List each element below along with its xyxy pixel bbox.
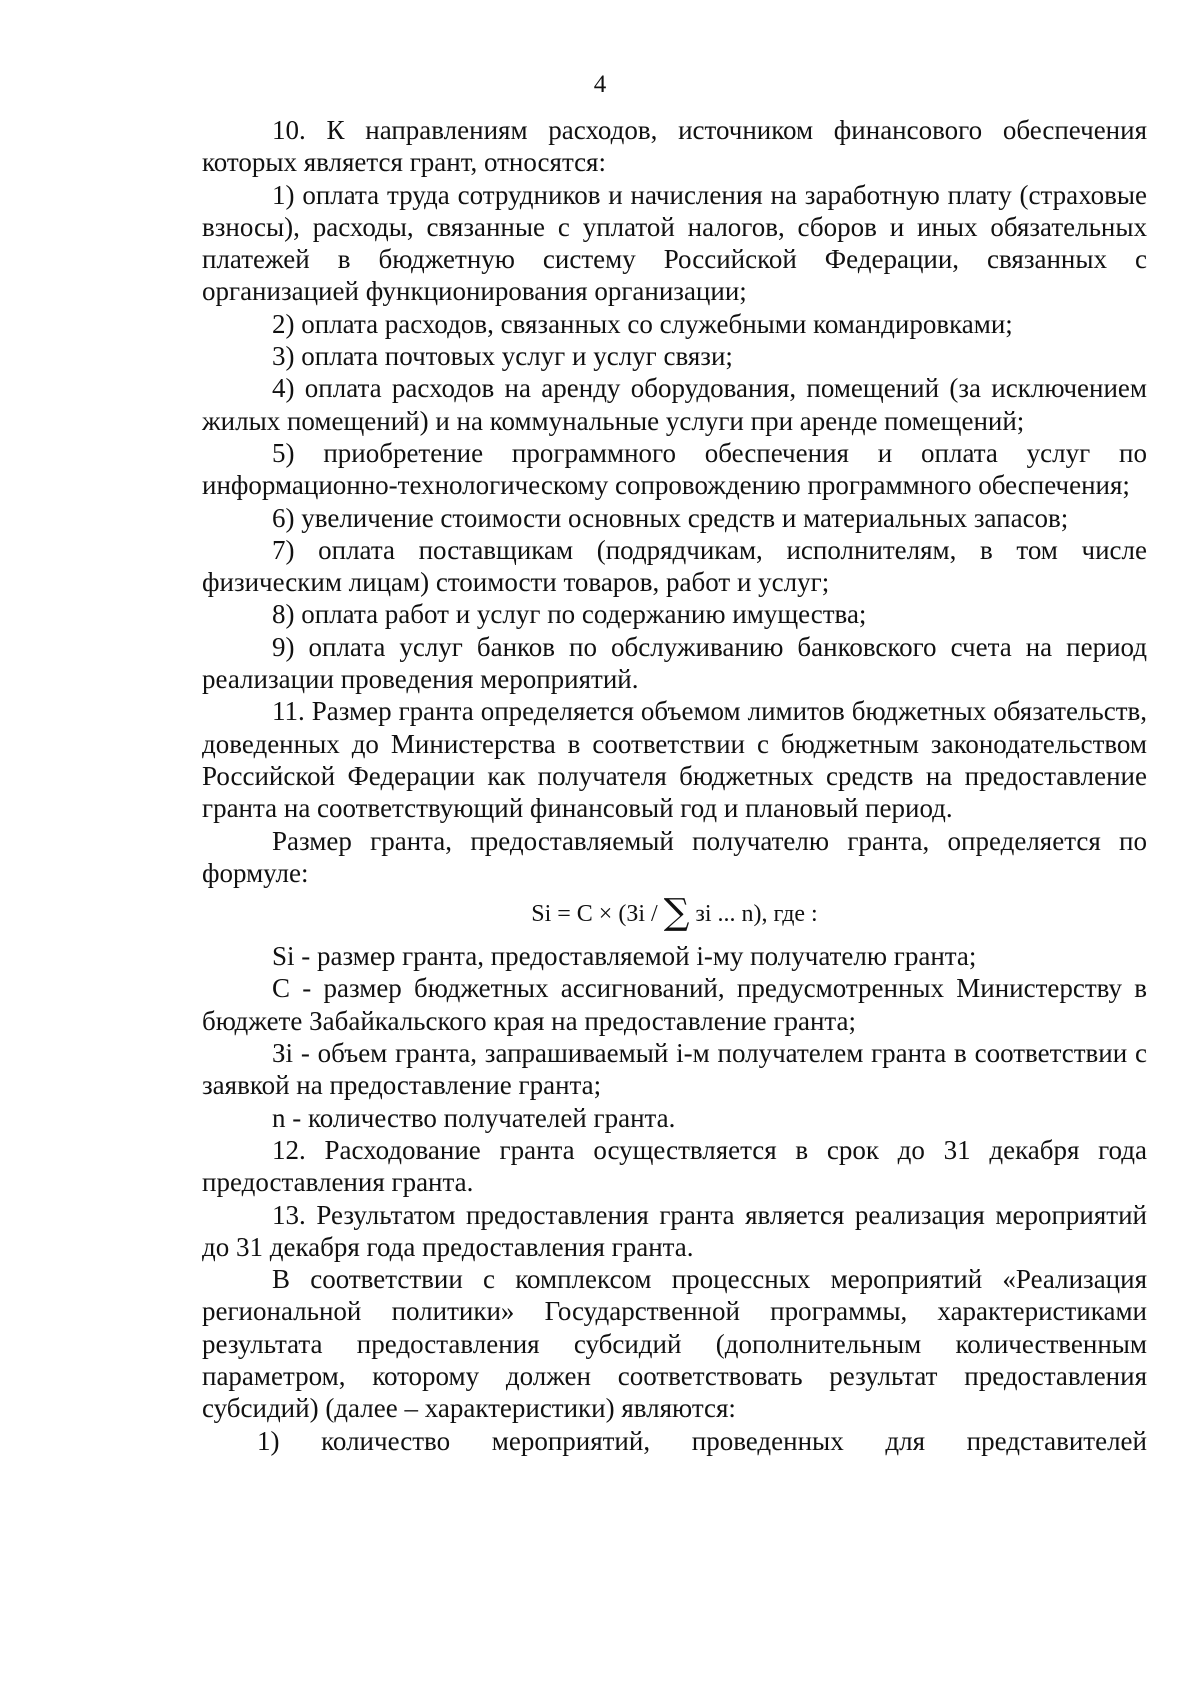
list-item-6: 6) увеличение стоимости основных средств и материальных запасов; <box>272 502 1069 533</box>
list-item-7: 7) оплата поставщикам (подрядчикам, исполнителям, в том числе физическим лицам) стоимости товаров, работ и услуг; <box>202 534 1147 598</box>
formula-intro: Размер гранта, предоставляемый получателю гранта, определяется по формуле: <box>202 825 1147 888</box>
paragraph-13: 13. Результатом предоставления гранта является реализация мероприятий до 31 декабря года предоставления гранта. <box>202 1199 1147 1262</box>
list-item-4: 4) оплата расходов на аренду оборудования, помещений (за исключением жилых помещений) и на коммунальные услуги при аренде помещений; <box>202 373 1147 436</box>
grant-formula <box>202 893 1147 934</box>
document-body <box>202 114 1147 1457</box>
list-item-8: 8) оплата работ и услуг по содержанию имущества; <box>272 599 867 630</box>
definition-si: Si - размер гранта, предоставляемой i-му получателю гранта; <box>272 941 977 972</box>
definition-c: C - размер бюджетных ассигнований, предусмотренных Министерству в бюджете Забайкальского края на предоставление гранта; <box>202 973 1147 1036</box>
definition-n: n - количество получателей гранта. <box>272 1102 676 1133</box>
list-item-3: 3) оплата почтовых услуг и услуг связи; <box>272 341 733 372</box>
formula-left: Si = C × (Зi / <box>531 901 664 928</box>
page-number: 4 <box>593 71 607 98</box>
list-item-2: 2) оплата расходов, связанных со служебными командировками; <box>272 308 1013 339</box>
formula-right: зi ... n), где : <box>689 901 818 928</box>
list-item-5: 5) приобретение программного обеспечения и оплата услуг по информационно-технологическому сопровождению программного обеспечения; <box>202 437 1147 501</box>
list-item-9: 9) оплата услуг банков по обслуживанию банковского счета на период реализации проведения мероприятий. <box>202 631 1147 695</box>
characteristics-paragraph: В соответствии с комплексом процессных мероприятий «Реализация региональной политики» Государственной программы, характеристиками результата предоставления субсидий (дополнительным количественным параметром, которому должен соответствовать результат предоставления субсидий) (далее – характеристики) являются: <box>202 1264 1147 1424</box>
definition-zi: Зi - объем гранта, запрашиваемый i-м получателем гранта в соответствии с заявкой на предоставление гранта; <box>202 1038 1147 1101</box>
list-item-1: 1) оплата труда сотрудников и начисления на заработную плату (страховые взносы), расходы, связанные с уплатой налогов, сборов и иных обязательных платежей в бюджетную систему Российской Федерации, связанных с организацией функционирования организации; <box>202 179 1147 307</box>
paragraph-11: 11. Размер гранта определяется объемом лимитов бюджетных обязательств, доведенных до Министерства в соответствии с бюджетным законодательством Российской Федерации как получателя бюджетных средств на предоставление гранта на соответствующий финансовый год и плановый период. <box>202 696 1147 824</box>
paragraph-10: 10. К направлениям расходов, источником финансового обеспечения которых является грант, относятся: <box>202 115 1147 178</box>
sum-symbol: ∑ <box>663 892 690 934</box>
characteristics-item-1: 1) количество мероприятий, проведенных для представителей <box>257 1425 1147 1456</box>
paragraph-12: 12. Расходование гранта осуществляется в срок до 31 декабря года предоставления гранта. <box>202 1134 1147 1198</box>
